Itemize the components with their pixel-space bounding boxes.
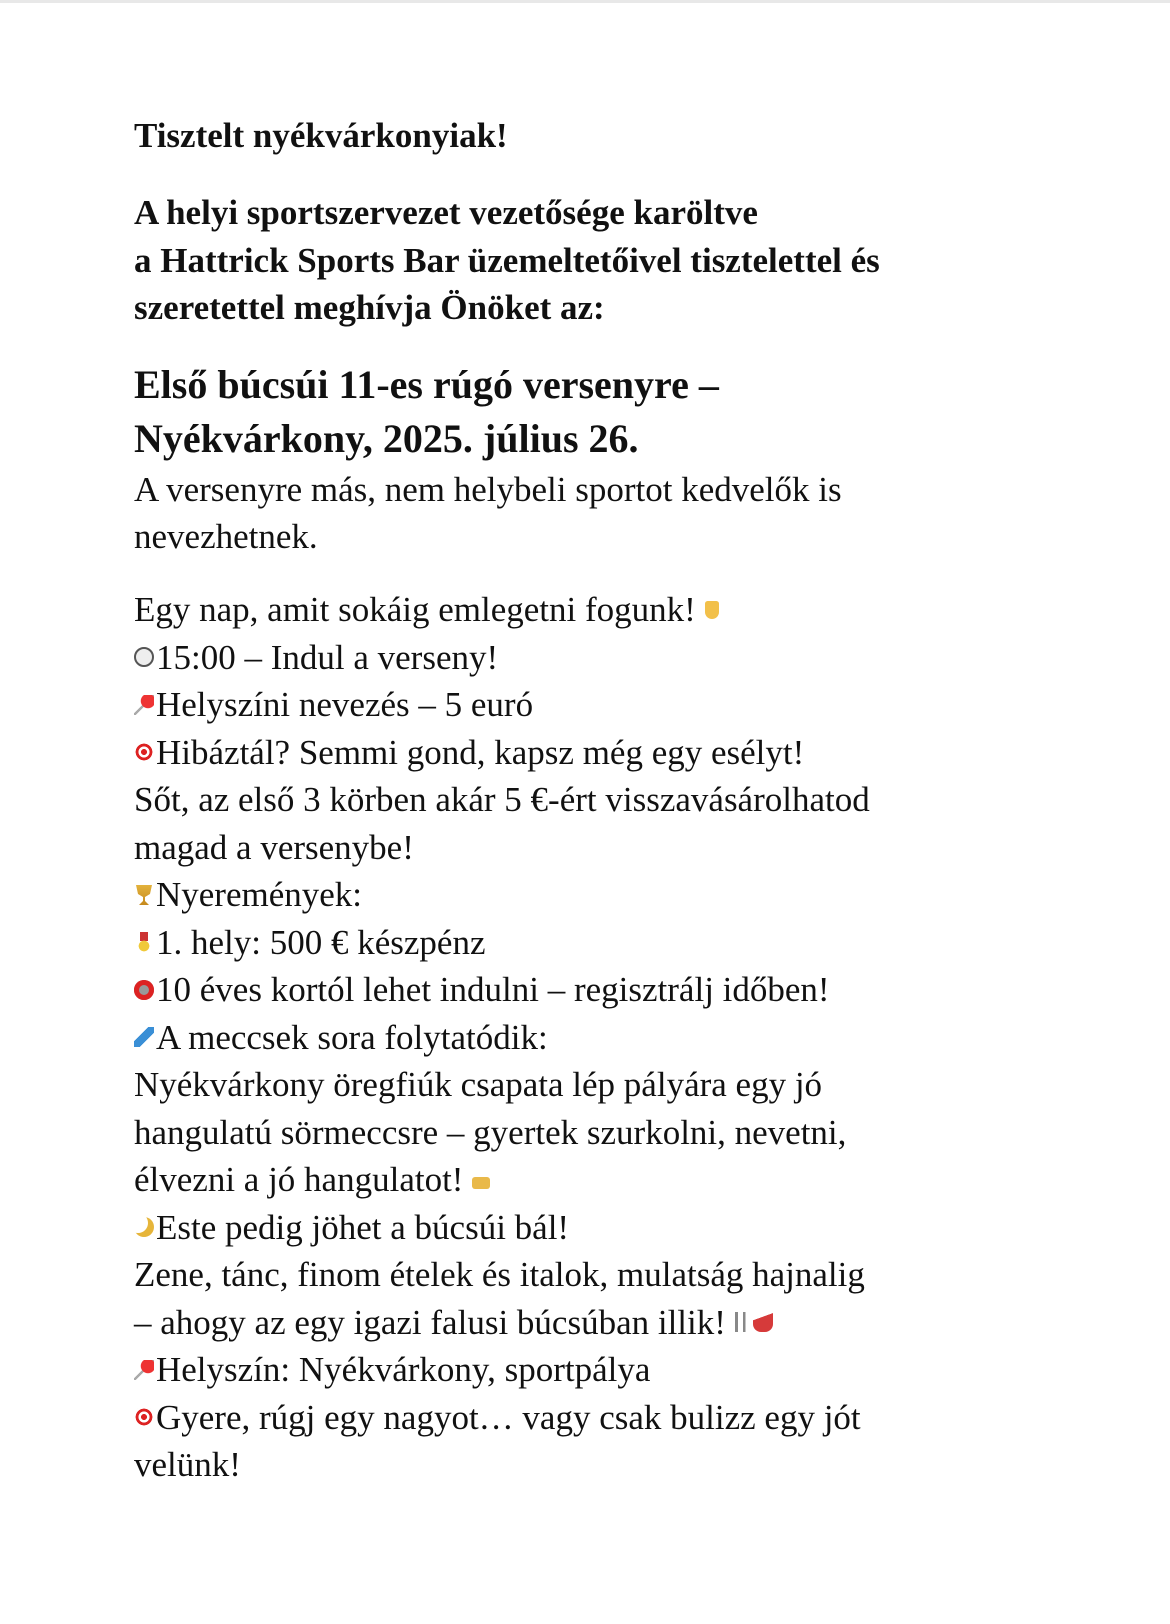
trophy-icon [134,885,154,905]
pointing-down-icon [705,601,719,619]
body-line [134,1018,548,1058]
line-text: velünk! [134,1445,241,1484]
intro-line: a Hattrick Sports Bar üzemeltetőivel tisztelettel és [134,241,880,280]
line-text: Sőt, az első 3 körben akár 5 €-ért visszavásárolhatod [134,780,870,819]
event-title: Nyékvárkony, 2025. július 26. [134,416,639,461]
beer-mugs-icon [472,1177,490,1189]
body-line [134,638,498,678]
top-border [0,0,1170,3]
line-text: Egy nap, amit sokáig emlegetni fogunk! [134,590,705,629]
body-line [134,1255,865,1295]
line-text: hangulatú sörmeccsre – gyertek szurkolni, nevetni, [134,1112,847,1152]
target-icon [134,742,154,762]
target-icon [134,1407,154,1427]
line-text: Nyeremények: [156,875,363,914]
subtitle-line: A versenyre más, nem helybeli sportot kedvelők is [134,470,842,509]
body-line [134,923,486,963]
line-text: Helyszíni nevezés – 5 euró [156,685,534,724]
body-line [134,780,870,820]
body-line [134,875,362,915]
greeting: Tisztelt nyékvárkonyiak! [134,116,508,155]
line-text: – ahogy az egy igazi falusi búcsúban illik! [134,1302,735,1342]
pushpin-icon [134,695,154,715]
moon-icon [134,1217,154,1237]
body-line [134,1113,846,1153]
body-line [134,1303,775,1343]
line-text: Nyékvárkony öregfiúk csapata lép pályára egy jó [134,1065,823,1104]
intro-line: szeretettel meghívja Önöket az: [134,288,605,327]
line-text: A meccsek sora folytatódik: [156,1017,548,1057]
dancer-icon [753,1312,773,1332]
subtitle-line: nevezhetnek. [134,517,318,556]
intro-line: A helyi sportszervezet vezetősége karöltve [134,193,758,232]
line-text: 15:00 – Indul a verseny! [156,637,499,677]
body-line [134,590,721,630]
line-text: Helyszín: Nyékvárkony, sportpálya [156,1350,651,1389]
body-line [134,1208,569,1248]
body-line [134,1160,492,1200]
body-line [134,970,830,1010]
age-restriction-icon [134,980,154,1000]
music-dancer-icon [735,1312,751,1332]
body-line [134,1350,650,1390]
body-line [134,1065,822,1105]
body-line [134,1398,861,1438]
line-text: Este pedig jöhet a búcsúi bál! [156,1207,570,1247]
body-line [134,733,804,773]
body-line [134,828,414,868]
line-text: magad a versenybe! [134,827,414,867]
line-text: Gyere, rúgj egy nagyot… vagy csak bulizz egy jót [156,1397,861,1437]
line-text: Zene, tánc, finom ételek és italok, mulatság hajnalig [134,1255,865,1294]
body-line [134,1445,241,1485]
pushpin-icon [134,1360,154,1380]
line-text: élvezni a jó hangulatot! [134,1160,473,1199]
line-text: 1. hely: 500 € készpénz [156,922,486,962]
medal-icon [134,932,154,952]
line-text: Hibáztál? Semmi gond, kapsz még egy esélyt! [156,732,805,772]
event-title: Első búcsúi 11-es rúgó versenyre – [134,362,719,407]
sock-icon [134,1027,154,1047]
line-text: 10 éves kortól lehet indulni – regisztrálj időben! [156,970,830,1009]
body-line [134,685,533,725]
soccer-ball-icon [134,647,154,667]
